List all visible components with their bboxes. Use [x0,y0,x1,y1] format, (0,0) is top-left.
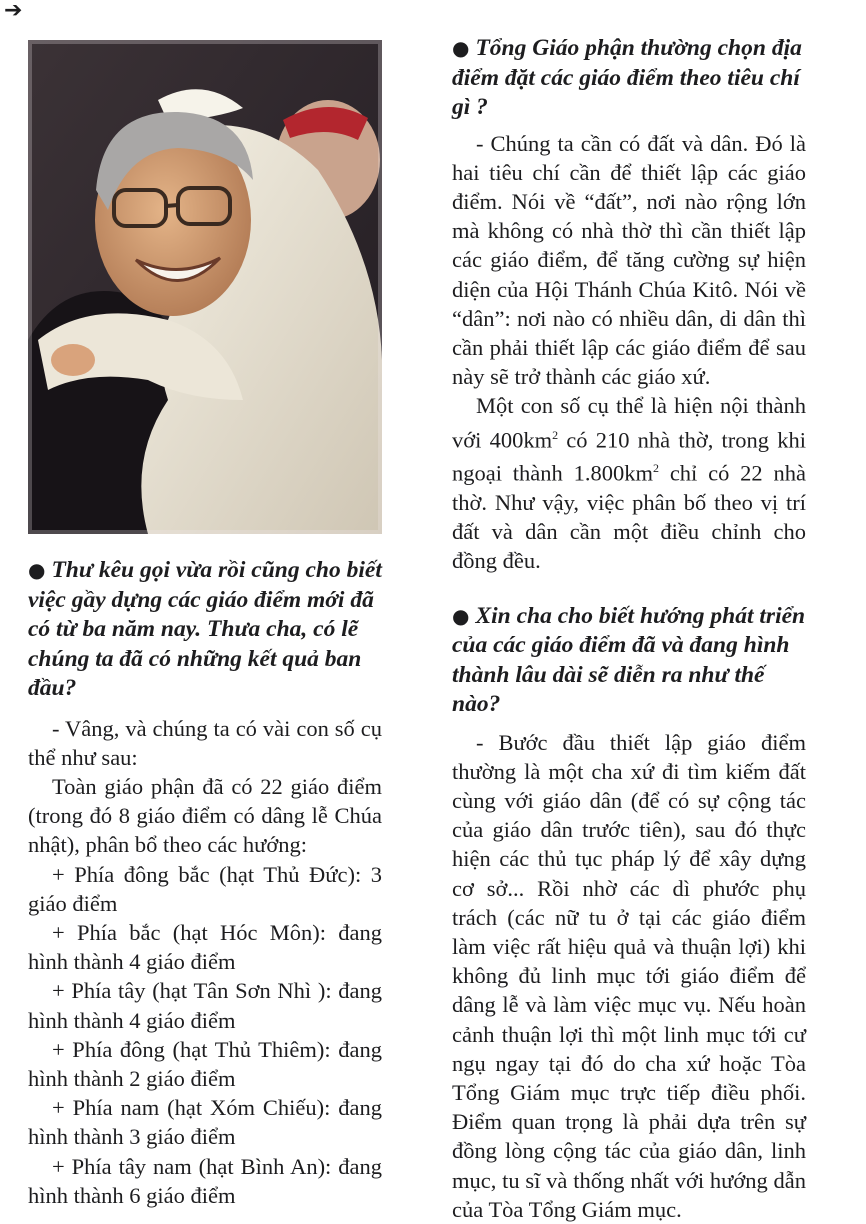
text-run: chỉ có 22 nhà thờ. Như vậy, việc phân bố theo vị trí đất và dân cần một điều chỉnh cho đồng đều. [452,460,806,574]
paragraph [452,391,806,575]
text-run: Một con số cụ thể là hiện nội thành với 400km [452,393,806,453]
paragraph: + Phía bắc (hạt Hóc Môn): đang hình thành 4 giáo điểm [28,919,382,975]
bullet-icon: ● [452,36,470,60]
question-heading [28,556,382,704]
photo [28,40,382,534]
bullet-icon: ● [28,558,46,582]
question-heading [452,602,806,720]
bullet-icon: ● [452,603,470,628]
question-text: Xin cha cho biết hướng phát triển của các giáo điểm đã và đang hình thành lâu dài sẽ diễn ra như thế nào? [452,602,806,718]
paragraph: + Phía tây (hạt Tân Sơn Nhì ): đang hình thành 4 giáo điểm [28,978,382,1033]
paragraph: - Vâng, và chúng ta có vài con số cụ thể như sau: [28,715,382,770]
paragraph: - Bước đầu thiết lập giáo điểm thường là một cha xứ đi tìm kiếm đất cùng với giáo dân (để có sự cộng tác của giáo dân trước tiên), sau đó thực hiện các thủ tục pháp lý để xây dựng cơ sở... Rồi nhờ các dì phước phụ trách (các nữ tu ở tại các giáo điểm làm việc rất hiệu quả và thuận lợi) khi không đủ linh mục tới giáo điểm để dâng lễ và làm việc mục vụ. Nếu hoàn cảnh thuận lợi thì một linh mục tới cư ngụ ngay tại đó do cha xứ hoặc Tòa Tổng Giám mục trực tiếp điều phối. Điểm quan trọng là phải dựa trên sự đồng lòng cộng tác của giáo dân, linh mục, tu sĩ và thống nhất với hướng dẫn của Tòa Tổng Giám mục. [452,729,806,1222]
superscript: 2 [653,461,659,476]
superscript: 2 [552,427,559,442]
paragraph: + Phía đông (hạt Thủ Thiêm): đang hình thành 2 giáo điểm [28,1036,382,1091]
paragraph: Toàn giáo phận đã có 22 giáo điểm (trong đó 8 giáo điểm có dâng lễ Chúa nhật), phân bổ theo các hướng: [28,773,382,858]
question-heading [452,34,806,123]
paragraph: + Phía đông bắc (hạt Thủ Đức): 3 giáo điểm [28,861,382,916]
text-run: có 210 nhà thờ, trong khi ngoại thành 1.800km [452,427,806,486]
left-column [28,556,382,1210]
arrow-icon: ➔ [4,0,23,23]
question-text: Thư kêu gọi vừa rồi cũng cho biết việc gầy dựng các giáo điểm mới đã có từ ba năm nay. Thưa cha, có lẽ chúng ta đã có những kết quả ban đầu? [28,557,382,701]
photo-illustration [28,40,382,534]
question-text: Tổng Giáo phận thường chọn địa điểm đặt các giáo điểm theo tiêu chí gì ? [452,35,802,120]
paragraph: + Phía nam (hạt Xóm Chiếu): đang hình thành 3 giáo điểm [28,1095,382,1150]
paragraph: + Phía tây nam (hạt Bình An): đang hình thành 6 giáo điểm [28,1153,382,1208]
right-column [452,34,806,1224]
paragraph: - Chúng ta cần có đất và dân. Đó là hai tiêu chí cần để thiết lập các giáo điểm. Nói về “đất”, nơi nào rộng lớn mà không có nhà thờ thì cần thiết lập các giáo điểm, để tăng cường sự hiện diện của Hội Thánh Chúa Kitô. Nói về “dân”: nơi nào có nhiều dân, di dân thì cần phải thiết lập các giáo điểm để sau này sẽ trở thành các giáo xứ. [452,130,806,390]
